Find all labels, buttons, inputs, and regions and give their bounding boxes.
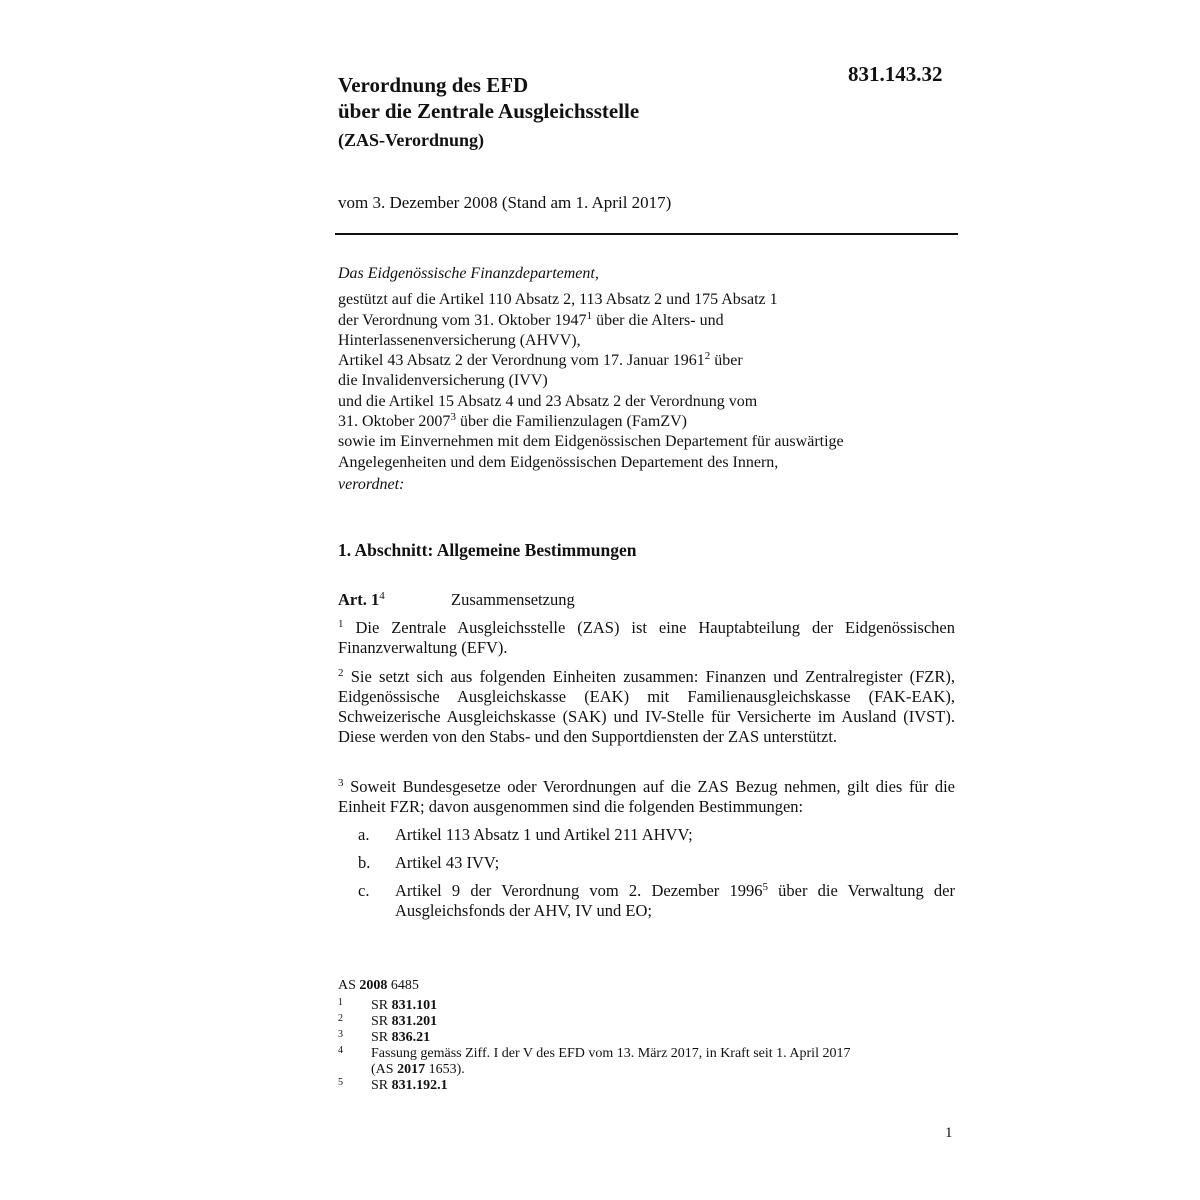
paragraph-number: 3 (338, 777, 344, 789)
sr-number: 831.143.32 (848, 62, 943, 86)
paragraph-number: 1 (338, 618, 344, 630)
paragraph-2: $^2$ Sie setzt sich aus folgenden Einheiten zusammen: Finanzen und Zentralregister (FZR), Eidgenössische Ausgleichskasse (EAK) mit Familienausgleichskasse (FAK-EAK), Schweizerische Ausgleichskasse (SAK) und IV-Stelle für Versicherte im Ausland (IVST). Diese werden von den Stabs- und den Supportdiensten der ZAS unterstützt. (338, 667, 955, 746)
footnote-ref[interactable]: 3 (450, 411, 456, 424)
footnotes (338, 978, 851, 1094)
preamble-line: und die Artikel 15 Absatz 4 und 23 Absatz 2 der Verordnung vom (338, 392, 758, 410)
preamble-line: Angelegenheiten und dem Eidgenössischen Departement des Innern, (338, 453, 779, 471)
footnote-ref[interactable]: 1 (586, 309, 593, 322)
preamble-verordnet: verordnet: (338, 475, 405, 493)
title-line-1: Verordnung des EFD (338, 73, 529, 97)
footnote-ref[interactable]: 2 (704, 350, 711, 363)
footnote-ref[interactable]: 5 (762, 881, 768, 893)
document-title (338, 72, 639, 124)
list-item: a. Artikel 113 Absatz 1 und Artikel 211 AHVV; (358, 825, 693, 844)
preamble-line: sowie im Einvernehmen mit dem Eidgenössischen Departement für auswärtige (338, 433, 844, 451)
preamble-authority: Das Eidgenössische Finanzdepartement, (338, 265, 599, 282)
preamble-line: Hinterlassenenversicherung (AHVV), (338, 331, 581, 349)
document-subtitle: (ZAS-Verordnung) (338, 130, 485, 150)
list-item: b. Artikel 43 IVV; (358, 853, 500, 872)
list-marker: c. (358, 881, 370, 900)
list-marker: a. (358, 825, 370, 844)
footnote-5: 5 SR 831.192.1 (338, 1077, 448, 1093)
title-line-2: über die Zentrale Ausgleichsstelle (338, 99, 640, 123)
preamble-line: Artikel 43 Absatz 2 der Verordnung vom 17. Januar 1961$^2$ über (338, 350, 743, 370)
paragraph-1: $^1$ Die Zentrale Ausgleichsstelle (ZAS) ist eine Hauptabteilung der Eidgenössischen Finanzverwaltung (EFV). (338, 618, 955, 657)
article-title: Zusammensetzung (451, 590, 575, 609)
preamble-line: 31. Oktober 2007$^3$ über die Familienzulagen (FamZV) (338, 411, 687, 431)
paragraph-number: 2 (338, 667, 344, 679)
footnote-2: 2 SR 831.201 (338, 1013, 438, 1029)
footnote-ref[interactable]: 4 (379, 590, 385, 602)
page-number: 1 (945, 1125, 953, 1141)
preamble (338, 264, 958, 495)
preamble-line: die Invalidenversicherung (IVV) (338, 372, 548, 390)
list-item: c. Artikel 9 der Verordnung vom 2. Dezember 1996$^5$ über die Verwaltung der Ausgleichsfonds der AHV, IV und EO; (358, 881, 956, 920)
article-label: Art. $1^4$ (338, 590, 385, 609)
preamble-line: der Verordnung vom 31. Oktober 1947$^1$ über die Alters- und (338, 309, 724, 329)
article-heading (338, 590, 575, 610)
list-marker: b. (358, 853, 371, 872)
paragraph-3: $^3$ Soweit Bundesgesetze oder Verordnungen auf die ZAS Bezug nehmen, gilt dies für die Einheit FZR; davon ausgenommen sind die folgenden Bestimmungen: (338, 777, 955, 816)
document-date: vom 3. Dezember 2008 (Stand am 1. April 2017) (338, 193, 672, 212)
footnote-1: 1 SR 831.101 (338, 997, 438, 1013)
header-divider (335, 233, 958, 235)
as-reference: AS 2008 6485 (338, 978, 419, 993)
preamble-line: gestützt auf die Artikel 110 Absatz 2, 113 Absatz 2 und 175 Absatz 1 (338, 291, 778, 309)
footnote-4: 4 Fassung gemäss Ziff. I der V des EFD vom 13. März 2017, in Kraft seit 1. April 2017 (AS 2017 1653). (338, 1045, 851, 1077)
footnote-3: 3 SR 836.21 (338, 1029, 431, 1045)
section-heading: 1. Abschnitt: Allgemeine Bestimmungen (338, 540, 637, 560)
